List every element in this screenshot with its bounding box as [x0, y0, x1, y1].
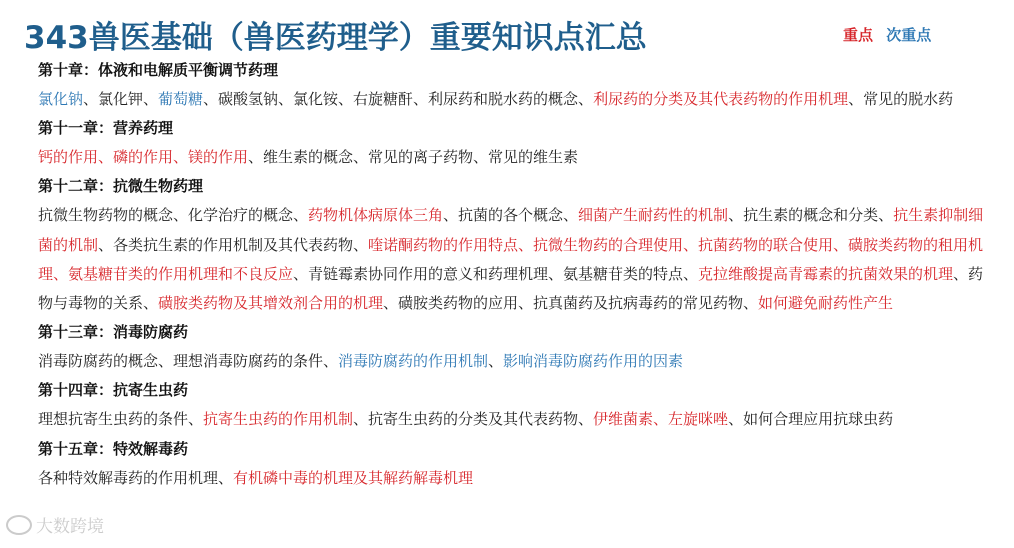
secondary-point-text: 影响消毒防腐药作用的因素 — [503, 352, 684, 371]
key-point-text: 如何避免耐药性产生 — [758, 294, 894, 313]
key-point-text: 细菌产生耐药性的机制 — [578, 206, 729, 225]
body-text: 、氯化钾、 — [83, 90, 159, 108]
chapter-heading: 第十二章：抗微生物药理 — [38, 177, 204, 196]
chapter-heading: 第十五章：特效解毒药 — [38, 439, 189, 458]
chapter-content — [38, 85, 992, 114]
chapter-heading: 第十四章：抗寄生虫药 — [38, 381, 189, 400]
body-text: 理想抗寄生虫药的条件、 — [38, 410, 204, 429]
body-text: 、 — [488, 352, 504, 371]
body-text: 、抗菌的各个概念、 — [443, 206, 579, 225]
key-point-text: 利尿药的分类及其代表药物的作用机理 — [593, 90, 849, 108]
chapter-content — [38, 405, 992, 434]
chapter-content — [38, 201, 992, 318]
key-point-text: 喹诺酮药物的作用特点、抗微生物药的合理使用、抗菌药物的联合使用、磺胺类药物的租用机理、氨基糖苷类的作用机理和不良反应 — [38, 235, 984, 283]
chapter-block — [38, 56, 992, 114]
chapter-block — [38, 114, 992, 172]
key-point-text: 抗寄生虫药的作用机制 — [203, 410, 354, 429]
body-text: 、维生素的概念、常见的离子药物、常见的维生素 — [248, 148, 579, 167]
chapter-block — [38, 435, 992, 493]
body-text: 抗微生物药物的概念、化学治疗的概念、 — [38, 206, 309, 225]
chapter-list — [38, 56, 992, 493]
legend — [843, 24, 931, 45]
body-text: 、抗生素的概念和分类、 — [728, 206, 894, 225]
key-point-text: 钙的作用、磷的作用、镁的作用 — [38, 148, 249, 167]
body-text: 、各类抗生素的作用机制及其代表药物、 — [98, 235, 369, 254]
chapter-content — [38, 347, 992, 376]
body-text: 、如何合理应用抗球虫药 — [728, 410, 894, 429]
key-point-text: 有机磷中毒的机理及其解药解毒机理 — [233, 468, 474, 487]
watermark — [6, 512, 104, 537]
chapter-block — [38, 172, 992, 318]
chapter-heading: 第十章：体液和电解质平衡调节药理 — [38, 61, 279, 79]
body-text: 各种特效解毒药的作用机理、 — [38, 468, 234, 487]
key-point-text: 伊维菌素、左旋咪唑 — [593, 410, 729, 429]
key-point-text: 克拉维酸提高青霉素的抗菌效果的机理 — [698, 264, 954, 283]
key-point-text: 磺胺类药物及其增效剂合用的机理 — [158, 294, 384, 313]
secondary-point-text: 葡萄糖 — [158, 90, 204, 108]
chapter-heading: 第十三章：消毒防腐药 — [38, 323, 189, 342]
body-text: 、磺胺类药物的应用、抗真菌药及抗病毒药的常见药物、 — [383, 294, 759, 313]
chapter-content — [38, 464, 992, 493]
watermark-text: 大数跨境 — [36, 517, 104, 537]
body-text: 、青链霉素协同作用的意义和药理机理、氨基糖苷类的特点、 — [293, 264, 699, 283]
legend-primary-key: 重点 — [843, 26, 874, 44]
page-title: 343兽医基础（兽医药理学）重要知识点汇总 — [24, 20, 647, 56]
body-text: 、碳酸氢钠、氯化铵、右旋糖酐、利尿药和脱水药的概念、 — [203, 90, 594, 108]
chapter-block — [38, 376, 992, 434]
key-point-text: 药物机体病原体三角 — [308, 206, 444, 225]
chapter-content — [38, 143, 992, 172]
key-point-text: 抗生素抑制细菌的机制 — [38, 206, 984, 254]
chapter-block — [38, 318, 992, 376]
legend-secondary-key: 次重点 — [886, 26, 932, 44]
watermark-logo-icon — [6, 515, 32, 535]
body-text: 、常见的脱水药 — [848, 90, 954, 108]
body-text: 消毒防腐药的概念、理想消毒防腐药的条件、 — [38, 352, 339, 371]
secondary-point-text: 消毒防腐药的作用机制 — [338, 352, 489, 371]
secondary-point-text: 氯化钠 — [38, 90, 84, 108]
chapter-heading: 第十一章：营养药理 — [38, 119, 174, 138]
body-text: 、药物与毒物的关系、 — [38, 264, 984, 313]
body-text: 、抗寄生虫药的分类及其代表药物、 — [353, 410, 594, 429]
